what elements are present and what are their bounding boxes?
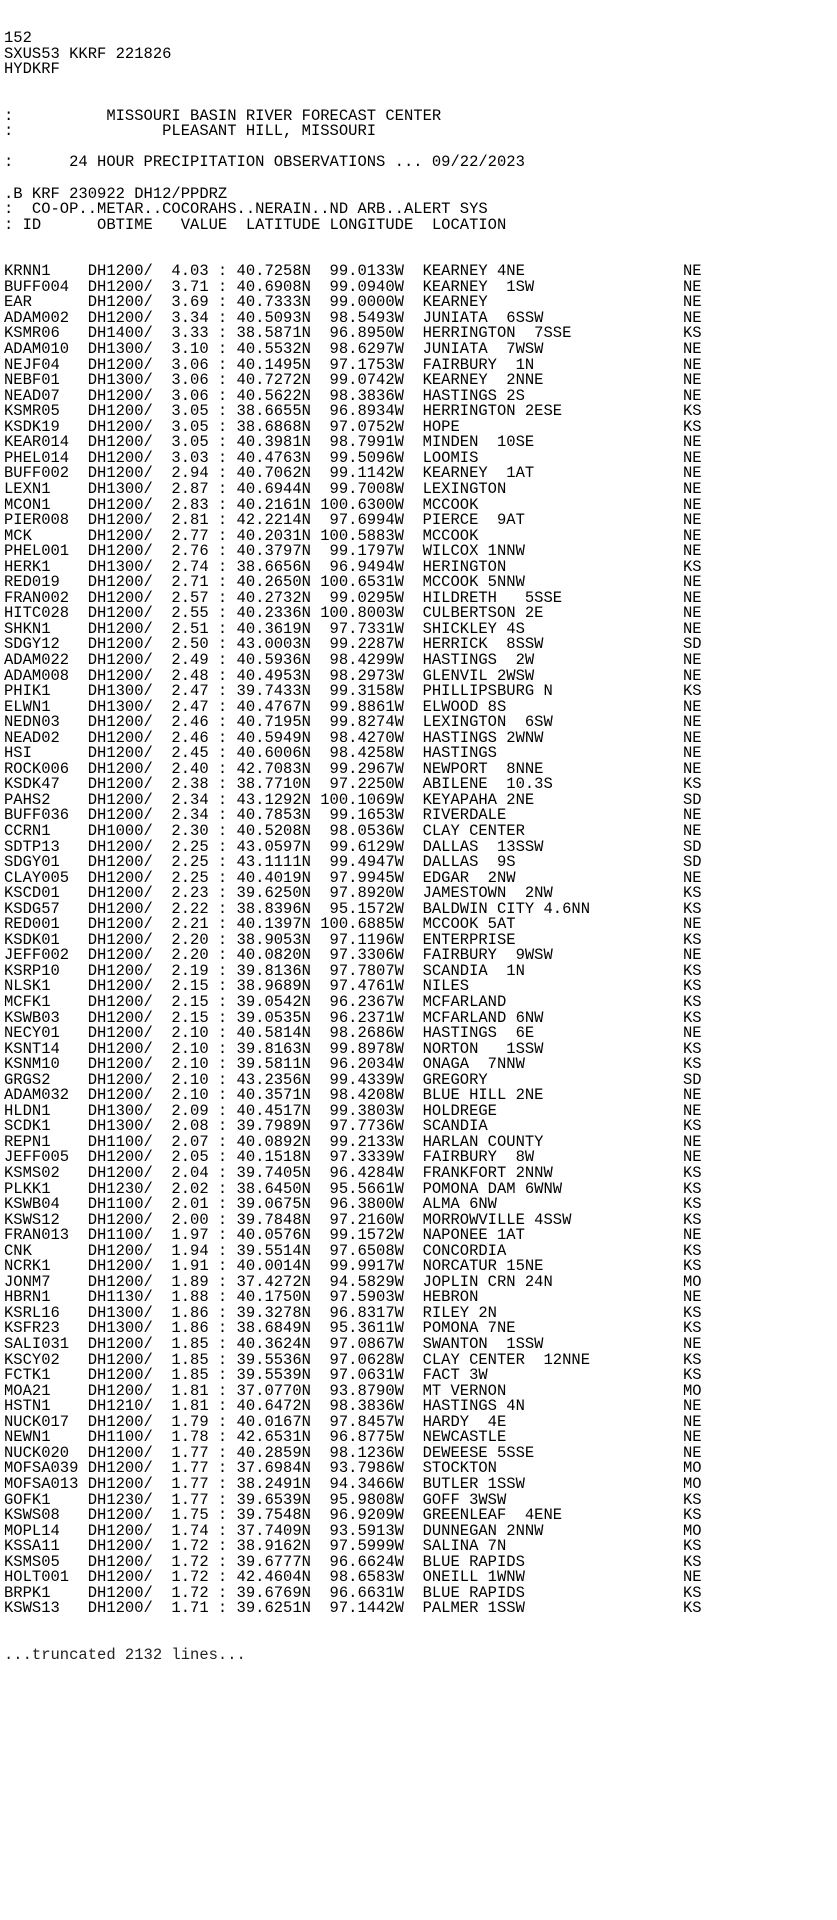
- observation-row: EAR DH1200/ 3.69 : 40.7333N 99.0000W KEARNEY NE: [4, 293, 702, 312]
- observation-row: NLSK1 DH1200/ 2.15 : 38.9689N 97.4761W NILES KS: [4, 977, 702, 996]
- observation-row: SALI031 DH1200/ 1.85 : 40.3624N 97.0867W SWANTON 1SSW NE: [4, 1335, 702, 1354]
- blank-line: [4, 78, 837, 94]
- observation-row: SDGY01 DH1200/ 2.25 : 43.1111N 99.4947W DALLAS 9S SD: [4, 853, 702, 872]
- observation-row: NEAD07 DH1200/ 3.06 : 40.5622N 98.3836W HASTINGS 2S NE: [4, 386, 702, 405]
- observation-row: BRPK1 DH1200/ 1.72 : 39.6769N 96.6631W BLUE RAPIDS KS: [4, 1583, 702, 1602]
- observation-row: KSNM10 DH1200/ 2.10 : 39.5811N 96.2034W ONAGA 7NNW KS: [4, 1055, 702, 1074]
- observation-row: BUFF004 DH1200/ 3.71 : 40.6908N 99.0940W KEARNEY 1SW NE: [4, 277, 702, 296]
- observation-row: HITC028 DH1200/ 2.55 : 40.2336N 100.8003W CULBERTSON 2E NE: [4, 604, 702, 623]
- header-line: .B KRF 230922 DH12/PPDRZ: [4, 184, 228, 203]
- header-line: : 24 HOUR PRECIPITATION OBSERVATIONS ... 09/22/2023: [4, 153, 525, 172]
- observation-row: MOPL14 DH1200/ 1.74 : 37.7409N 93.5913W DUNNEGAN 2NNW MO: [4, 1521, 702, 1540]
- observation-row: GRGS2 DH1200/ 2.10 : 43.2356N 99.4339W GREGORY SD: [4, 1070, 702, 1089]
- observation-row: CNK DH1200/ 1.94 : 39.5514N 97.6508W CONCORDIA KS: [4, 1241, 702, 1260]
- observation-row: REPN1 DH1100/ 2.07 : 40.0892N 99.2133W HARLAN COUNTY NE: [4, 1132, 702, 1151]
- observation-row: NEJF04 DH1200/ 3.06 : 40.1495N 97.1753W FAIRBURY 1N NE: [4, 355, 702, 374]
- observation-row: HLDN1 DH1300/ 2.09 : 40.4517N 99.3803W HOLDREGE NE: [4, 1101, 702, 1120]
- observation-row: NEWN1 DH1100/ 1.78 : 42.6531N 96.8775W NEWCASTLE NE: [4, 1428, 702, 1447]
- observation-row: MOFSA039 DH1200/ 1.77 : 37.6984N 93.7986W STOCKTON MO: [4, 1459, 702, 1478]
- observation-row: KSDK47 DH1200/ 2.38 : 38.7710N 97.2250W ABILENE 10.3S KS: [4, 775, 702, 794]
- header-line: SXUS53 KKRF 221826: [4, 44, 172, 63]
- observation-row: HSTN1 DH1210/ 1.81 : 40.6472N 98.3836W HASTINGS 4N NE: [4, 1397, 702, 1416]
- observation-row: KSWS08 DH1200/ 1.75 : 39.7548N 96.9209W GREENLEAF 4ENE KS: [4, 1506, 702, 1525]
- observation-row: MCFK1 DH1200/ 2.15 : 39.0542N 96.2367W MCFARLAND KS: [4, 993, 702, 1011]
- header-line: : PLEASANT HILL, MISSOURI: [4, 122, 377, 141]
- observation-row: KSRL16 DH1300/ 1.86 : 39.3278N 96.8317W RILEY 2N KS: [4, 1303, 702, 1322]
- observation-row: PHEL001 DH1200/ 2.76 : 40.3797N 99.1797W WILCOX 1NNW NE: [4, 542, 702, 561]
- observation-row: SHKN1 DH1200/ 2.51 : 40.3619N 97.7331W SHICKLEY 4S NE: [4, 619, 702, 638]
- observation-row: KSMS05 DH1200/ 1.72 : 39.6777N 96.6624W BLUE RAPIDS KS: [4, 1552, 702, 1571]
- header-line: : CO-OP..METAR..COCORAHS..NERAIN..ND ARB..ALERT SYS: [4, 200, 488, 219]
- observation-row: ROCK006 DH1200/ 2.40 : 42.7083N 99.2967W NEWPORT 8NNE NE: [4, 759, 702, 778]
- observation-row: FRAN002 DH1200/ 2.57 : 40.2732N 99.0295W HILDRETH 5SSE NE: [4, 588, 702, 607]
- observation-row: KSDK01 DH1200/ 2.20 : 38.9053N 97.1196W ENTERPRISE KS: [4, 930, 702, 949]
- observation-row: KSNT14 DH1200/ 2.10 : 39.8163N 99.8978W NORTON 1SSW KS: [4, 1039, 702, 1058]
- observation-row: KSWB03 DH1200/ 2.15 : 39.0535N 96.2371W MCFARLAND 6NW KS: [4, 1008, 702, 1027]
- observation-row: KSDG57 DH1200/ 2.22 : 38.8396N 95.1572W BALDWIN CITY 4.6NN KS: [4, 899, 702, 918]
- observation-row: NEBF01 DH1300/ 3.06 : 40.7272N 99.0742W KEARNEY 2NNE NE: [4, 371, 702, 390]
- observation-row: JONM7 DH1200/ 1.89 : 37.4272N 94.5829W JOPLIN CRN 24N MO: [4, 1272, 702, 1291]
- observation-row: SCDK1 DH1300/ 2.08 : 39.7989N 97.7736W SCANDIA KS: [4, 1117, 702, 1136]
- observation-row: KSFR23 DH1300/ 1.86 : 38.6849N 95.3611W POMONA 7NE KS: [4, 1319, 702, 1338]
- bulletin-header: [4, 31, 837, 233]
- header-line: HYDKRF: [4, 60, 60, 79]
- observation-row: HBRN1 DH1130/ 1.88 : 40.1750N 97.5903W HEBRON NE: [4, 1288, 702, 1307]
- observation-row: GOFK1 DH1230/ 1.77 : 39.6539N 95.9808W GOFF 3WSW KS: [4, 1490, 702, 1509]
- observation-row: KSCD01 DH1200/ 2.23 : 39.6250N 97.8920W JAMESTOWN 2NW KS: [4, 884, 702, 903]
- observation-row: KEAR014 DH1200/ 3.05 : 40.3981N 98.7991W MINDEN 10SE NE: [4, 433, 702, 452]
- observation-row: ADAM002 DH1200/ 3.34 : 40.5093N 98.5493W JUNIATA 6SSW NE: [4, 308, 702, 327]
- observation-row: NUCK020 DH1200/ 1.77 : 40.2859N 98.1236W DEWEESE 5SSE NE: [4, 1443, 702, 1462]
- header-line: 152: [4, 29, 32, 48]
- observation-row: NEDN03 DH1200/ 2.46 : 40.7195N 99.8274W LEXINGTON 6SW NE: [4, 713, 702, 732]
- observation-row: SDGY12 DH1200/ 2.50 : 43.0003N 99.2287W HERRICK 8SSW SD: [4, 635, 702, 654]
- observation-row: PIER008 DH1200/ 2.81 : 42.2214N 97.6994W PIERCE 9AT NE: [4, 511, 702, 530]
- observation-row: KSDK19 DH1200/ 3.05 : 38.6868N 97.0752W HOPE KS: [4, 417, 702, 436]
- observation-row: SDTP13 DH1200/ 2.25 : 43.0597N 99.6129W DALLAS 13SSW SD: [4, 837, 702, 856]
- observation-row: HSI DH1200/ 2.45 : 40.6006N 98.4258W HASTINGS NE: [4, 744, 702, 763]
- observation-row: NEAD02 DH1200/ 2.46 : 40.5949N 98.4270W HASTINGS 2WNW NE: [4, 728, 702, 747]
- observation-row: ADAM008 DH1200/ 2.48 : 40.4953N 98.2973W GLENVIL 2WSW NE: [4, 666, 702, 685]
- observation-row: JEFF002 DH1200/ 2.20 : 40.0820N 97.3306W FAIRBURY 9WSW NE: [4, 946, 702, 965]
- observation-row: FRAN013 DH1100/ 1.97 : 40.0576N 99.1572W NAPONEE 1AT NE: [4, 1226, 702, 1245]
- header-line: : MISSOURI BASIN RIVER FORECAST CENTER: [4, 106, 442, 125]
- observation-row: MOA21 DH1200/ 1.81 : 37.0770N 93.8790W MT VERNON MO: [4, 1381, 702, 1400]
- observation-row: ADAM022 DH1200/ 2.49 : 40.5936N 98.4299W HASTINGS 2W NE: [4, 650, 702, 669]
- observation-row: KSSA11 DH1200/ 1.72 : 38.9162N 97.5999W SALINA 7N KS: [4, 1537, 702, 1556]
- observation-row: NCRK1 DH1200/ 1.91 : 40.0014N 99.9917W NORCATUR 15NE KS: [4, 1257, 702, 1276]
- observation-row: CCRN1 DH1000/ 2.30 : 40.5208N 98.0536W CLAY CENTER NE: [4, 821, 702, 840]
- observation-row: MOFSA013 DH1200/ 1.77 : 38.2491N 94.3466W BUTLER 1SSW MO: [4, 1474, 702, 1493]
- observation-row: BUFF036 DH1200/ 2.34 : 40.7853N 99.1653W RIVERDALE NE: [4, 806, 702, 825]
- observation-row: KSRP10 DH1200/ 2.19 : 39.8136N 97.7807W SCANDIA 1N KS: [4, 961, 702, 980]
- observation-row: CLAY005 DH1200/ 2.25 : 40.4019N 97.9945W EDGAR 2NW NE: [4, 868, 702, 887]
- observation-row: PHEL014 DH1200/ 3.03 : 40.4763N 99.5096W LOOMIS NE: [4, 448, 702, 467]
- observation-row: HOLT001 DH1200/ 1.72 : 42.4604N 98.6583W ONEILL 1WNW NE: [4, 1568, 702, 1587]
- observation-row: KSWB04 DH1100/ 2.01 : 39.0675N 96.3800W ALMA 6NW KS: [4, 1195, 702, 1214]
- observation-row: KSMR06 DH1400/ 3.33 : 38.5871N 96.8950W HERRINGTON 7SSE KS: [4, 324, 702, 343]
- observation-row: HERK1 DH1300/ 2.74 : 38.6656N 96.9494W HERINGTON KS: [4, 557, 702, 576]
- observation-row: LEXN1 DH1300/ 2.87 : 40.6944N 99.7008W LEXINGTON NE: [4, 479, 702, 498]
- observation-row: RED001 DH1200/ 2.21 : 40.1397N 100.6885W MCCOOK 5AT NE: [4, 915, 702, 934]
- observation-row: PAHS2 DH1200/ 2.34 : 43.1292N 100.1069W KEYAPAHA 2NE SD: [4, 790, 702, 809]
- observation-row: JEFF005 DH1200/ 2.05 : 40.1518N 97.3339W FAIRBURY 8W NE: [4, 1148, 702, 1167]
- observation-row: KRNN1 DH1200/ 4.03 : 40.7258N 99.0133W KEARNEY 4NE NE: [4, 262, 702, 281]
- header-line: : ID OBTIME VALUE LATITUDE LONGITUDE LOCATION: [4, 215, 507, 234]
- observation-row: ADAM032 DH1200/ 2.10 : 40.3571N 98.4208W BLUE HILL 2NE NE: [4, 1086, 702, 1105]
- observation-row: KSWS12 DH1200/ 2.00 : 39.7848N 97.2160W MORROWVILLE 4SSW KS: [4, 1210, 702, 1229]
- observation-table: [4, 264, 837, 1617]
- observation-row: KSCY02 DH1200/ 1.85 : 39.5536N 97.0628W CLAY CENTER 12NNE KS: [4, 1350, 702, 1369]
- observation-row: BUFF002 DH1200/ 2.94 : 40.7062N 99.1142W KEARNEY 1AT NE: [4, 464, 702, 483]
- observation-row: KSMR05 DH1200/ 3.05 : 38.6655N 96.8934W HERRINGTON 2ESE KS: [4, 402, 702, 421]
- observation-row: RED019 DH1200/ 2.71 : 40.2650N 100.6531W MCCOOK 5NNW NE: [4, 573, 702, 592]
- observation-row: ELWN1 DH1300/ 2.47 : 40.4767N 99.8861W ELWOOD 8S NE: [4, 697, 702, 716]
- observation-row: KSMS02 DH1200/ 2.04 : 39.7405N 96.4284W FRANKFORT 2NNW KS: [4, 1164, 702, 1183]
- observation-row: MCON1 DH1200/ 2.83 : 40.2161N 100.6300W MCCOOK NE: [4, 495, 702, 514]
- observation-row: FCTK1 DH1200/ 1.85 : 39.5539N 97.0631W FACT 3W KS: [4, 1366, 702, 1385]
- truncation-note: ...truncated 2132 lines...: [4, 1645, 246, 1664]
- observation-row: KSWS13 DH1200/ 1.71 : 39.6251N 97.1442W PALMER 1SSW KS: [4, 1599, 702, 1618]
- observation-row: MCK DH1200/ 2.77 : 40.2031N 100.5883W MCCOOK NE: [4, 526, 702, 545]
- observation-row: NUCK017 DH1200/ 1.79 : 40.0167N 97.8457W HARDY 4E NE: [4, 1412, 702, 1431]
- observation-row: ADAM010 DH1300/ 3.10 : 40.5532N 98.6297W JUNIATA 7WSW NE: [4, 340, 702, 359]
- observation-row: PLKK1 DH1230/ 2.02 : 38.6450N 95.5661W POMONA DAM 6WNW KS: [4, 1179, 702, 1198]
- observation-row: PHIK1 DH1300/ 2.47 : 39.7433N 99.3158W PHILLIPSBURG N KS: [4, 682, 702, 701]
- observation-row: NECY01 DH1200/ 2.10 : 40.5814N 98.2686W HASTINGS 6E NE: [4, 1024, 702, 1043]
